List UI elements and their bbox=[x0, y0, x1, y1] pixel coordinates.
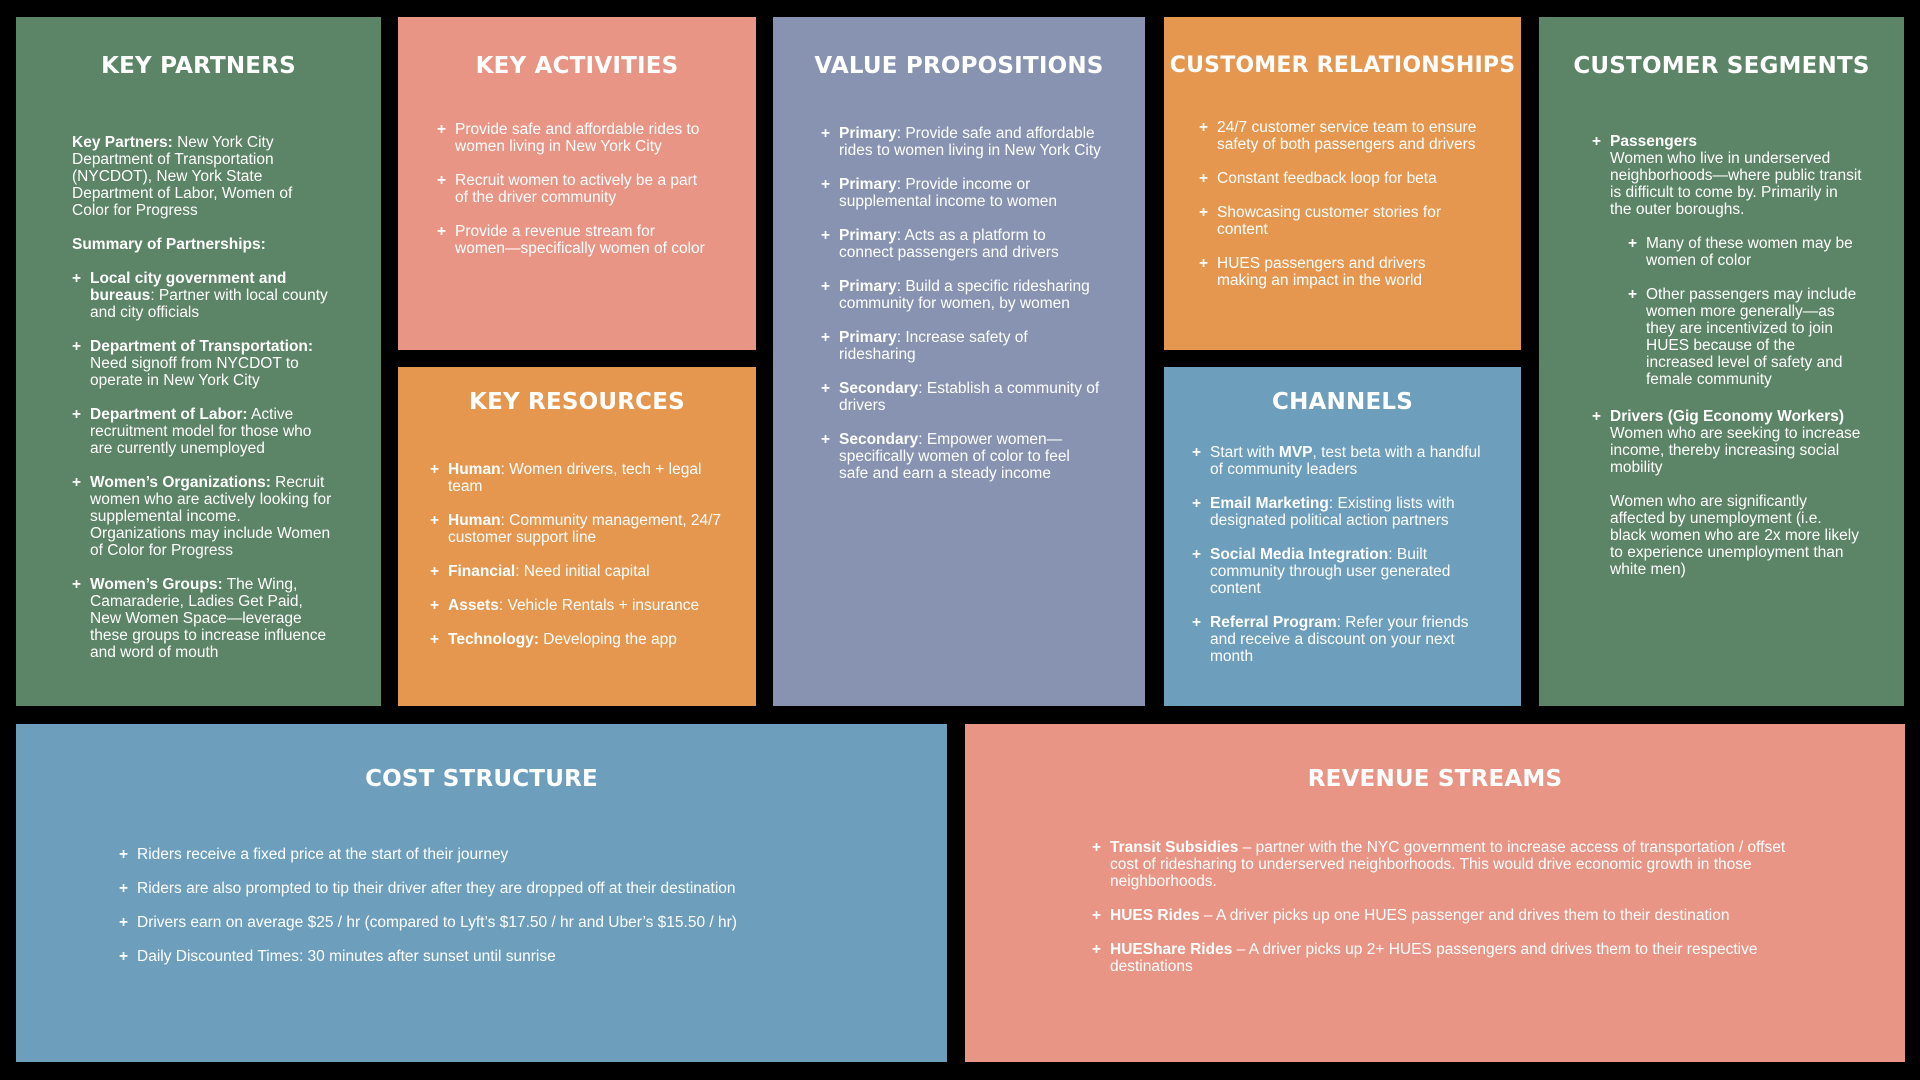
plus-icon: + bbox=[437, 121, 447, 138]
key-partners-list bbox=[72, 270, 332, 661]
plus-icon: + bbox=[72, 474, 82, 491]
list-item: + Daily Discounted Times: 30 minutes after sunset until sunrise bbox=[119, 948, 556, 965]
channels-title: CHANNELS bbox=[1272, 389, 1413, 415]
plus-icon: + bbox=[821, 278, 831, 295]
plus-icon: + bbox=[437, 223, 447, 240]
customer-relationships-title: CUSTOMER RELATIONSHIPS bbox=[1169, 53, 1516, 78]
plus-icon: + bbox=[821, 176, 831, 193]
plus-icon: + bbox=[119, 914, 129, 931]
key-partners-panel bbox=[16, 17, 381, 706]
customer-segments-list bbox=[1592, 133, 1862, 578]
plus-icon: + bbox=[430, 563, 440, 580]
segment-passengers: + Passengers Women who live in underserved neighborhoods—where public transit is difficult to come by. Primarily in the outer boroughs. + Many of these women may be women of color + Other passengers may include women more generally—as they are incentivized to join HUES because of the increased level of safety and female community bbox=[1592, 133, 1862, 388]
list-item: + HUEShare Rides – A driver picks up 2+ HUES passengers and drives them to their respective destinations bbox=[1092, 941, 1758, 975]
key-activities-list bbox=[437, 121, 707, 257]
segment-drivers: + Drivers (Gig Economy Workers) Women who are seeking to increase income, thereby increasing social mobility Women who are significantly affected by unemployment (i.e. black women who are 2x more likely to experience unemployment than white men) bbox=[1592, 408, 1861, 578]
plus-icon: + bbox=[72, 338, 82, 355]
key-resources-panel bbox=[398, 367, 756, 706]
plus-icon: + bbox=[1628, 286, 1638, 303]
cost-structure-panel bbox=[16, 724, 947, 1062]
list-item: + Financial: Need initial capital bbox=[430, 563, 650, 580]
customer-relationships-list bbox=[1199, 119, 1479, 289]
list-item: + Assets: Vehicle Rentals + insurance bbox=[430, 597, 700, 614]
list-item: + Provide safe and affordable rides to women living in New York City bbox=[437, 121, 700, 155]
list-item: + Human: Community management, 24/7 customer support line bbox=[430, 512, 722, 546]
plus-icon: + bbox=[1192, 546, 1202, 563]
plus-icon: + bbox=[1092, 907, 1102, 924]
plus-icon: + bbox=[821, 431, 831, 448]
list-item: + Women’s Organizations: Recruit women who are actively looking for supplemental income. Organizations may include Women of Color for Progress bbox=[72, 474, 332, 559]
cost-structure-list bbox=[119, 846, 899, 965]
list-item: + Drivers earn on average $25 / hr (compared to Lyft’s $17.50 / hr and Uber’s $15.50 / hr) bbox=[119, 914, 737, 931]
key-partners-intro: Key Partners: New York City Department of Transportation (NYCDOT), New York State Department of Labor, Women of Color for Progress bbox=[72, 134, 293, 219]
key-activities-panel bbox=[398, 17, 756, 350]
list-item: + Constant feedback loop for beta bbox=[1199, 170, 1437, 187]
value-propositions-panel bbox=[773, 17, 1145, 706]
list-item: + Primary: Acts as a platform to connect passengers and drivers bbox=[821, 227, 1059, 261]
plus-icon: + bbox=[1192, 614, 1202, 631]
plus-icon: + bbox=[1628, 235, 1638, 252]
list-item: + Riders are also prompted to tip their driver after they are dropped off at their destination bbox=[119, 880, 736, 897]
plus-icon: + bbox=[1592, 408, 1602, 425]
plus-icon: + bbox=[821, 125, 831, 142]
value-propositions-title: VALUE PROPOSITIONS bbox=[814, 53, 1104, 79]
list-item: + Primary: Increase safety of ridesharing bbox=[821, 329, 1028, 363]
list-item: + Other passengers may include women more generally—as they are incentivized to join HUES because of the increased level of safety and female community bbox=[1628, 286, 1857, 388]
list-item: + Primary: Provide income or supplemental income to women bbox=[821, 176, 1057, 210]
plus-icon: + bbox=[1199, 170, 1209, 187]
plus-icon: + bbox=[1092, 941, 1102, 958]
customer-segments-title: CUSTOMER SEGMENTS bbox=[1573, 53, 1870, 79]
plus-icon: + bbox=[437, 172, 447, 189]
list-item: + 24/7 customer service team to ensure safety of both passengers and drivers bbox=[1199, 119, 1477, 153]
revenue-streams-title: REVENUE STREAMS bbox=[1307, 766, 1563, 792]
plus-icon: + bbox=[119, 948, 129, 965]
revenue-streams-list bbox=[1092, 839, 1792, 975]
channels-panel bbox=[1164, 367, 1521, 706]
key-resources-list bbox=[430, 461, 730, 648]
plus-icon: + bbox=[1199, 255, 1209, 272]
list-item: + Secondary: Establish a community of drivers bbox=[821, 380, 1100, 414]
list-item: + Many of these women may be women of color bbox=[1628, 235, 1853, 269]
key-activities-title: KEY ACTIVITIES bbox=[475, 53, 679, 79]
cost-structure-title: COST STRUCTURE bbox=[365, 766, 598, 792]
plus-icon: + bbox=[1592, 133, 1602, 150]
list-item: + HUES passengers and drivers making an impact in the world bbox=[1199, 255, 1426, 289]
list-item: + Start with MVP, test beta with a handful of community leaders bbox=[1192, 444, 1481, 478]
list-item: + Transit Subsidies – partner with the NYC government to increase access of transportation / offset cost of ridesharing to underserved neighborhoods. This would drive economic growth in those neighborhoods. bbox=[1092, 839, 1786, 890]
plus-icon: + bbox=[1092, 839, 1102, 856]
key-partners-title: KEY PARTNERS bbox=[101, 53, 296, 79]
list-item: + Showcasing customer stories for content bbox=[1199, 204, 1441, 238]
list-item: + Provide a revenue stream for women—specifically women of color bbox=[437, 223, 705, 257]
list-item: + Department of Transportation: Need signoff from NYCDOT to operate in New York City bbox=[72, 338, 314, 389]
channels-list bbox=[1192, 444, 1492, 665]
drivers-note: Women who are significantly affected by unemployment (i.e. black women who are 2x more likely to experience unemployment than white men) bbox=[1610, 493, 1859, 578]
plus-icon: + bbox=[119, 846, 129, 863]
list-item: + Secondary: Empower women—specifically women of color to feel safe and earn a steady income bbox=[821, 431, 1070, 482]
plus-icon: + bbox=[430, 597, 440, 614]
plus-icon: + bbox=[430, 631, 440, 648]
plus-icon: + bbox=[72, 270, 82, 287]
plus-icon: + bbox=[1199, 119, 1209, 136]
revenue-streams-panel bbox=[965, 724, 1905, 1062]
plus-icon: + bbox=[1192, 495, 1202, 512]
list-item: + Technology: Developing the app bbox=[430, 631, 677, 648]
plus-icon: + bbox=[821, 329, 831, 346]
value-propositions-list bbox=[821, 125, 1101, 482]
list-item: + Recruit women to actively be a part of the driver community bbox=[437, 172, 698, 206]
list-item: + Human: Women drivers, tech + legal team bbox=[430, 461, 702, 495]
customer-relationships-panel bbox=[1164, 17, 1521, 350]
plus-icon: + bbox=[1192, 444, 1202, 461]
list-item: + Women’s Groups: The Wing, Camaraderie, Ladies Get Paid, New Women Space—leverage these groups to increase influence and word of mouth bbox=[72, 576, 327, 661]
summary-label: Summary of Partnerships: bbox=[72, 236, 266, 253]
plus-icon: + bbox=[430, 512, 440, 529]
customer-segments-panel bbox=[1539, 17, 1904, 706]
plus-icon: + bbox=[119, 880, 129, 897]
plus-icon: + bbox=[72, 576, 82, 593]
list-item: + Primary: Build a specific ridesharing community for women, by women bbox=[821, 278, 1090, 312]
list-item: + HUES Rides – A driver picks up one HUES passenger and drives them to their destination bbox=[1092, 907, 1730, 924]
plus-icon: + bbox=[430, 461, 440, 478]
list-item: + Department of Labor: Active recruitment model for those who are currently unemployed bbox=[72, 406, 312, 457]
list-item: + Primary: Provide safe and affordable rides to women living in New York City bbox=[821, 125, 1101, 159]
plus-icon: + bbox=[1199, 204, 1209, 221]
list-item: + Riders receive a fixed price at the start of their journey bbox=[119, 846, 509, 863]
plus-icon: + bbox=[821, 380, 831, 397]
key-resources-title: KEY RESOURCES bbox=[469, 389, 685, 415]
plus-icon: + bbox=[821, 227, 831, 244]
list-item: + Social Media Integration: Built community through user generated content bbox=[1192, 546, 1451, 597]
plus-icon: + bbox=[72, 406, 82, 423]
list-item: + Referral Program: Refer your friends and receive a discount on your next month bbox=[1192, 614, 1469, 665]
passenger-subitems bbox=[1610, 235, 1862, 388]
list-item: + Local city government and bureaus: Partner with local county and city officials bbox=[72, 270, 328, 321]
list-item: + Email Marketing: Existing lists with designated political action partners bbox=[1192, 495, 1455, 529]
